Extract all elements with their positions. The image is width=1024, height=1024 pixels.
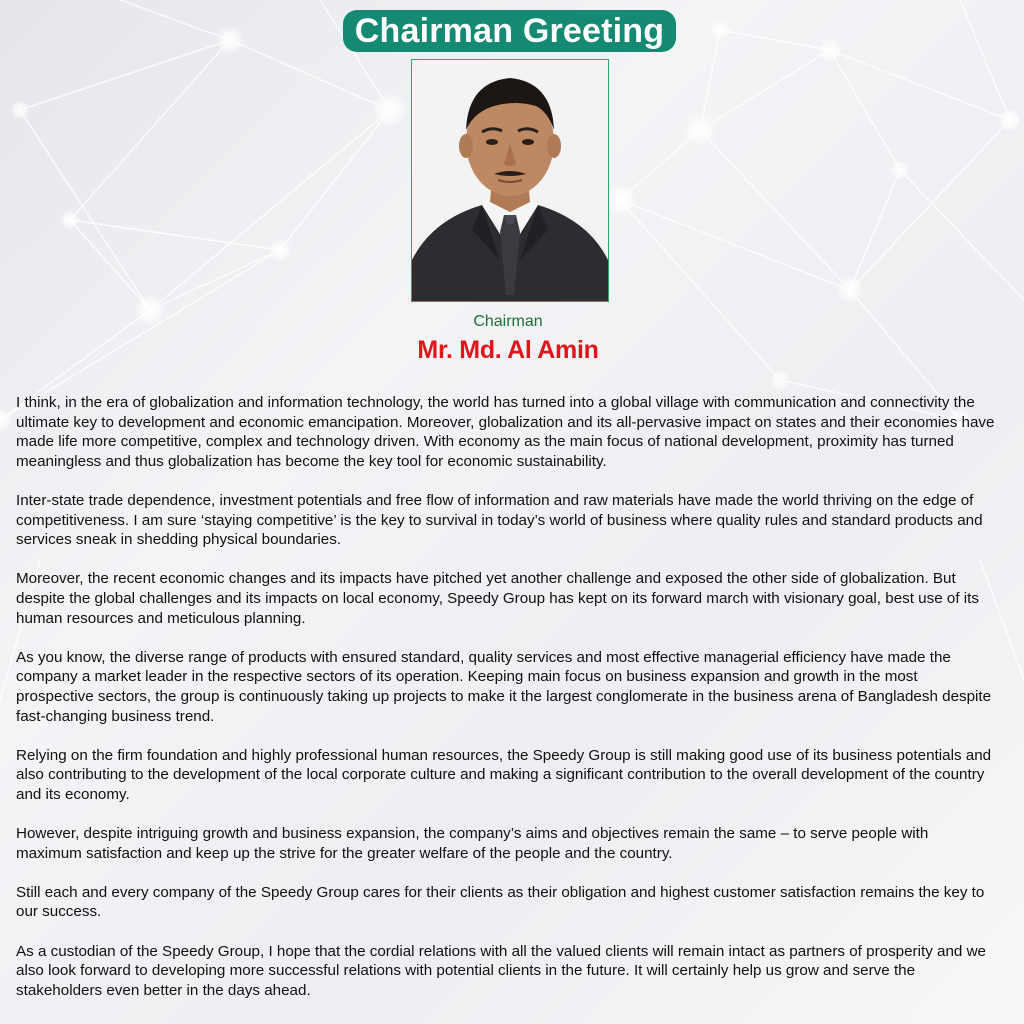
- greeting-message: [16, 393, 998, 1020]
- paragraph: Moreover, the recent economic changes and its impacts have pitched yet another challenge and exposed the other side of globalization. But despite the global challenges and its impacts on local economy, Speedy Group has kept on its forward march with visionary goal, best use of its human resources and meticulous planning.: [16, 570, 979, 627]
- paragraph: Relying on the firm foundation and highly professional human resources, the Speedy Group is still making good use of its business potentials and also contributing to the development of the local corporate culture and making a significant contribution to the overall development of the country and its economy.: [16, 746, 992, 803]
- chairman-role: Chairman: [473, 313, 543, 330]
- paragraph: However, despite intriguing growth and business expansion, the company’s aims and objectives remain the same – to serve people with maximum satisfaction and keep up the strive for the greater welfare of the people and the country.: [16, 825, 929, 862]
- paragraph: Inter-state trade dependence, investment potentials and free flow of information and raw materials have made the world thriving on the edge of competitiveness. I am sure ‘staying competitive’ is the key to survival in today’s world of business where quality rules and standard products and services sneak in shedding physical boundaries.: [16, 491, 983, 549]
- chairman-name: Mr. Md. Al Amin: [417, 336, 599, 364]
- paragraph: As a custodian of the Speedy Group, I hope that the cordial relations with all the valued clients will remain intact as partners of prosperity and we also look forward to developing more successful relations with potential clients in the future. It will certainly help us grow and serve the stakeholders even better in the days ahead.: [16, 942, 986, 999]
- chairman-photo: [411, 59, 609, 302]
- paragraph: I think, in the era of globalization and information technology, the world has turned into a global village with communication and connectivity the ultimate key to development and economic emancipation. Moreover, globalization and its all-pervasive impact on states and their economies have made life more competitive, complex and technology driven. With economy as the main focus of national development, proximity has turned meaningless and thus globalization has become the key tool for economic sustainability.: [16, 394, 995, 470]
- page-title: Chairman Greeting: [343, 10, 676, 52]
- person-portrait-icon: [412, 60, 608, 301]
- paragraph: As you know, the diverse range of products with ensured standard, quality services and most effective managerial efficiency have made the company a market leader in the respective sectors of its operation. Keeping main focus on business expansion and growth in the most prospective sectors, the group is continuously taking up projects to make it the largest conglomerate in the business arena of Bangladesh despite fast-changing business trend.: [16, 648, 992, 725]
- paragraph: Still each and every company of the Speedy Group cares for their clients as their obligation and highest customer satisfaction remains the key to our success.: [16, 883, 985, 921]
